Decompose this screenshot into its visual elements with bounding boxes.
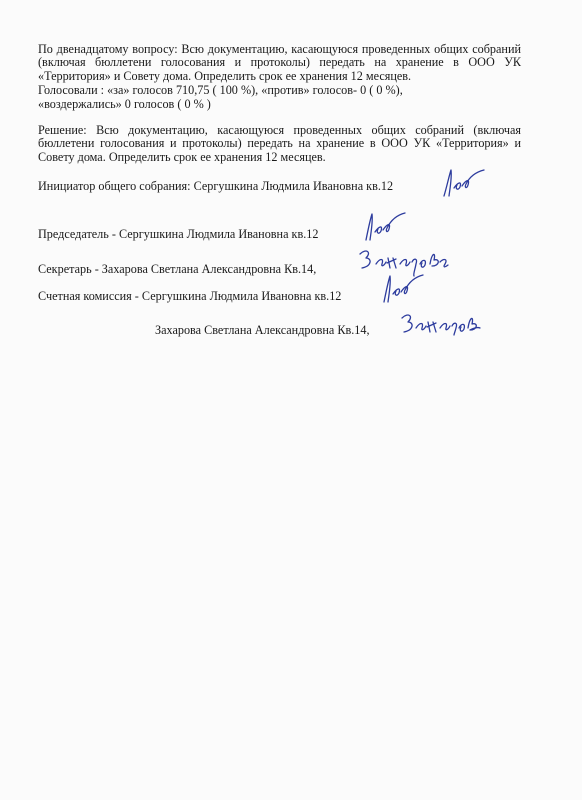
chairman-signature <box>360 208 410 244</box>
votes-line-2: «воздержались» 0 голосов ( 0 % ) <box>38 97 211 111</box>
initiator-line: Инициатор общего собрания: Сергушкина Людмила Ивановна кв.12 <box>38 179 394 193</box>
chairman-line: Председатель - Сергушкина Людмила Ивановна кв.12 <box>38 227 319 241</box>
decision-text: Решение: Всю документацию, касающуюся проведенных общих собраний (включая бюллетени голосования и протоколы) передать на хранение в ООО УК «Территория» и Совету дома. Определить срок ее хранения 12 месяцев. <box>38 123 521 164</box>
votes-line-1: Голосовали : «за» голосов 710,75 ( 100 %), «против» голосов- 0 ( 0 %), <box>38 83 403 97</box>
secretary-line: Секретарь - Захарова Светлана Александровна Кв.14, <box>38 262 317 276</box>
initiator-signature <box>440 166 490 200</box>
question-12-text: По двенадцатому вопросу: Всю документацию, касающуюся проведенных общих собраний (включая бюллетени голосования и протоколы) передать на хранение в ООО УК «Территория» и Совету дома. Определить срок ее хранения 12 месяцев. <box>38 42 521 83</box>
counting-commission-line-2: Захарова Светлана Александровна Кв.14, <box>155 323 370 337</box>
counting-signature-1 <box>378 270 428 306</box>
counting-signature-2 <box>398 310 482 336</box>
counting-commission-line-1: Счетная комиссия - Сергушкина Людмила Ивановна кв.12 <box>38 289 342 303</box>
